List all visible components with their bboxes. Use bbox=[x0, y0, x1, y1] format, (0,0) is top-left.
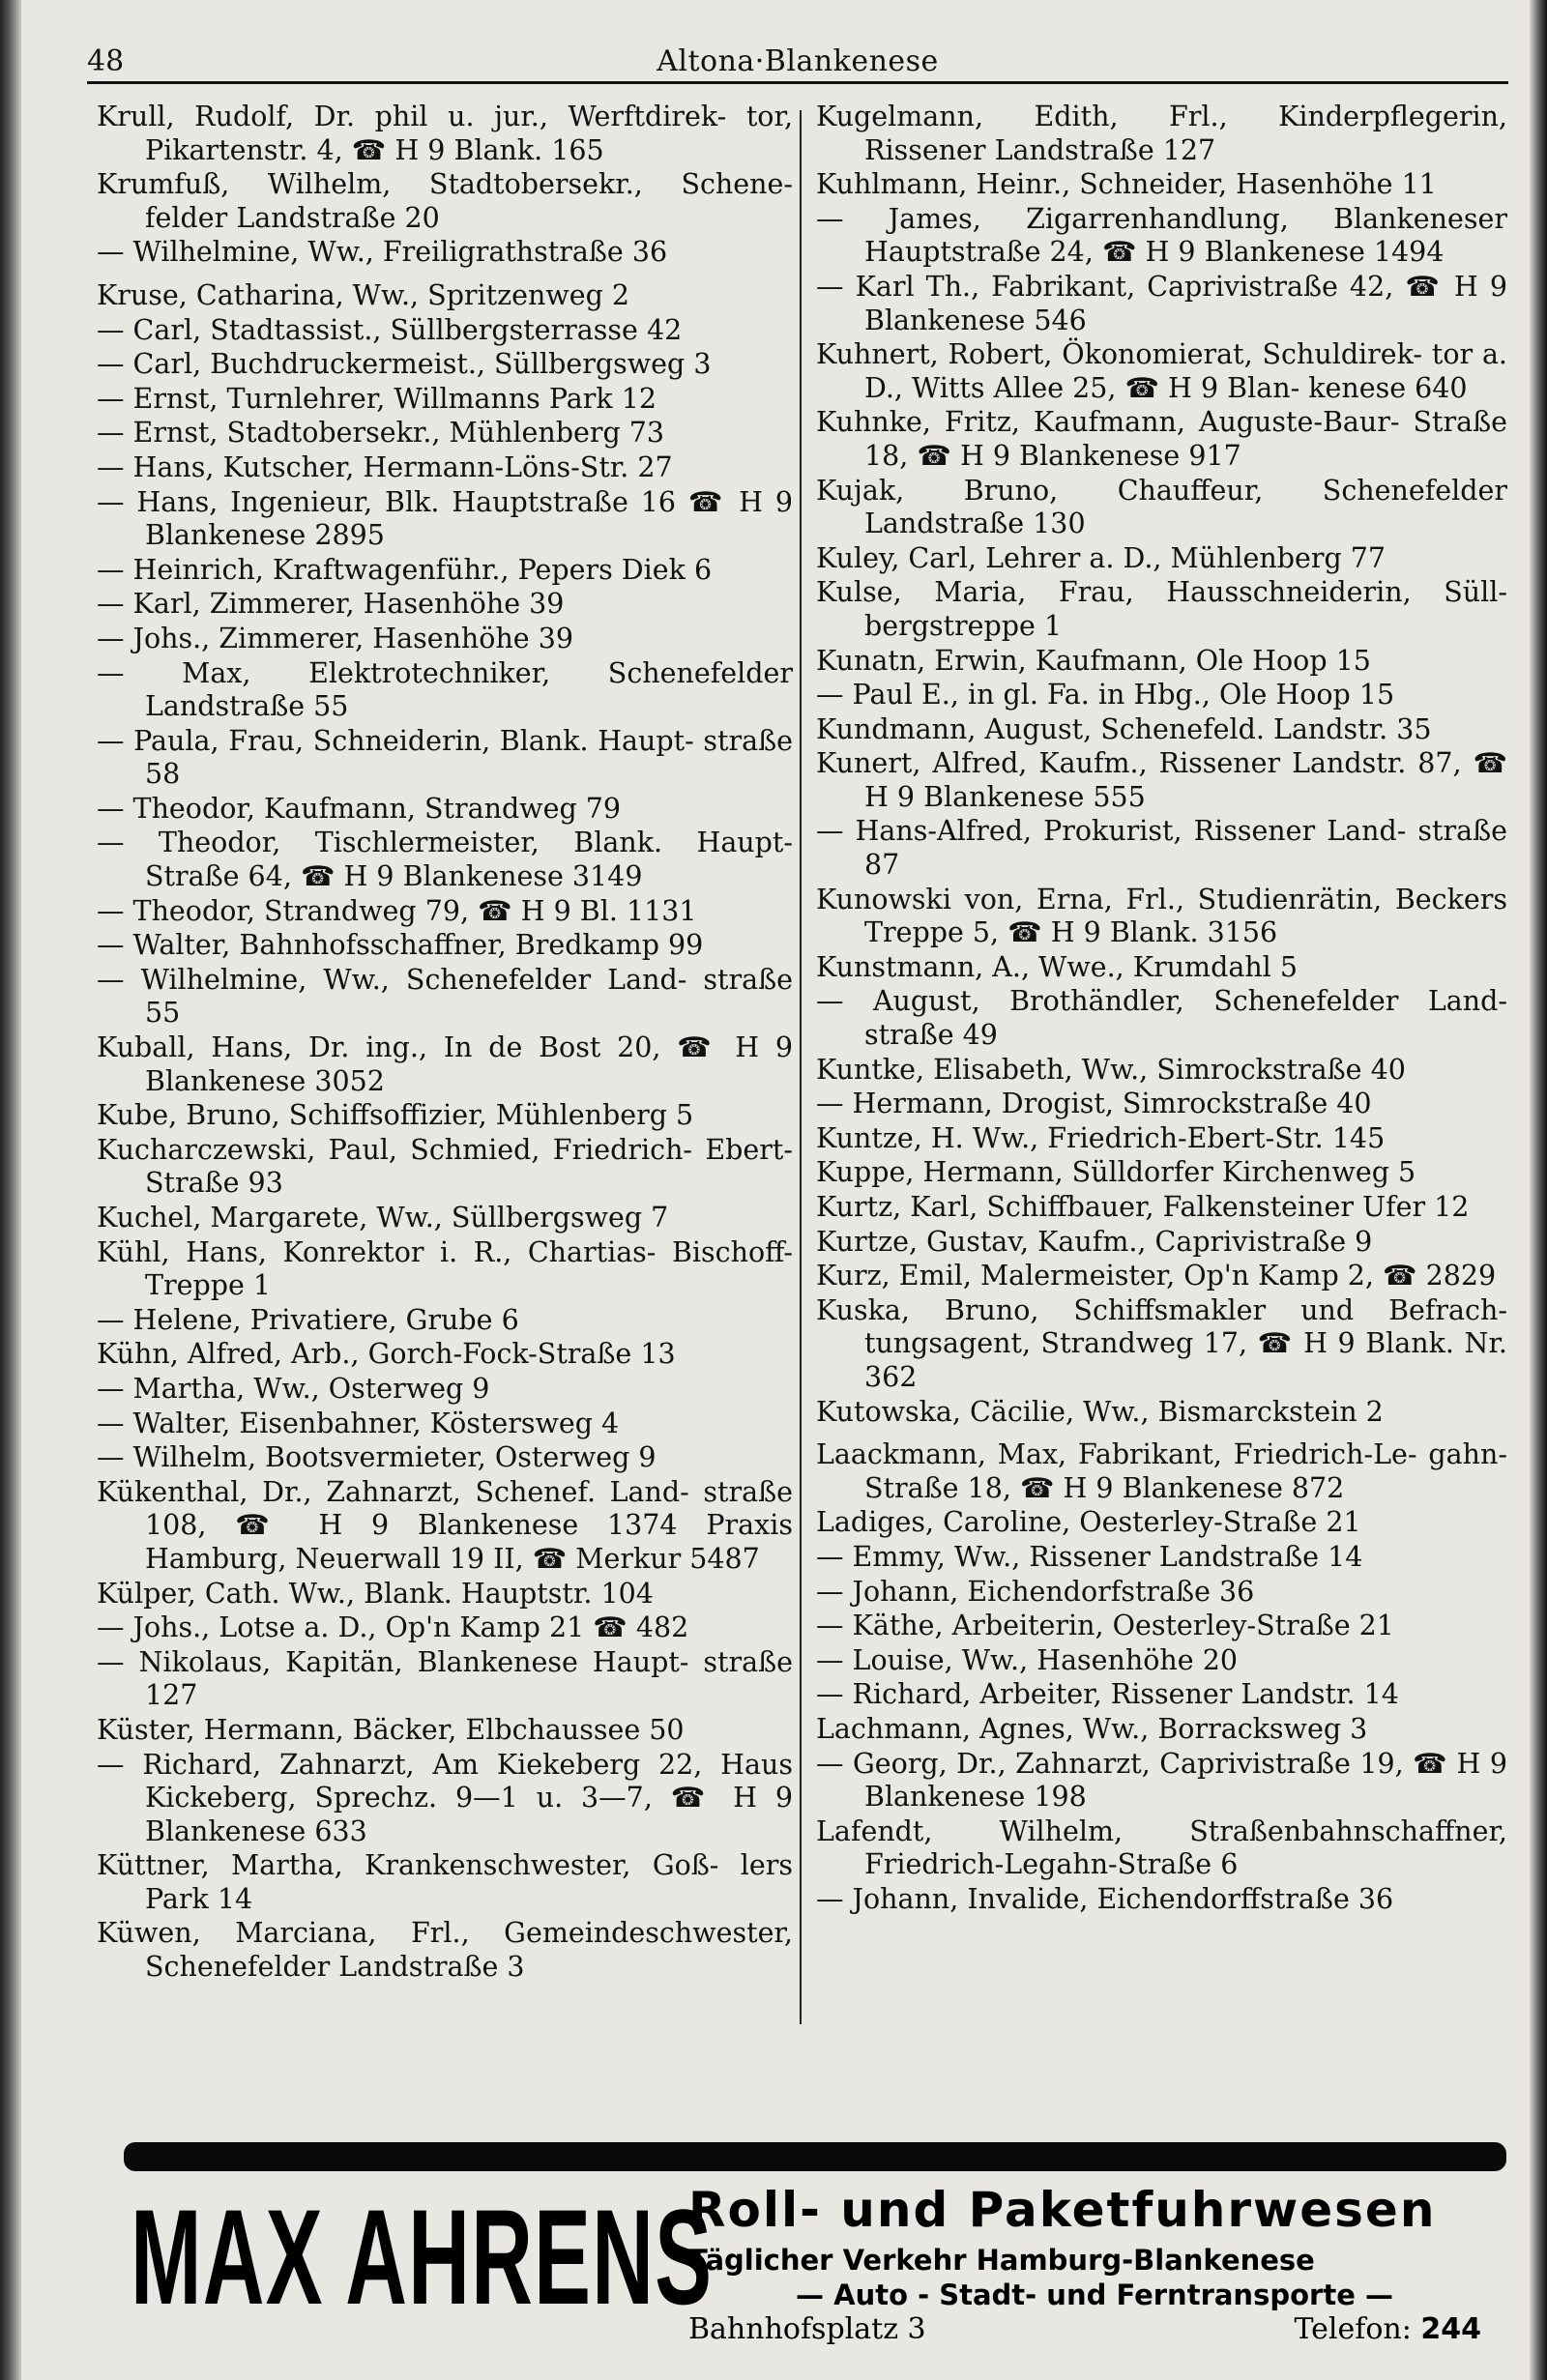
directory-entry: Küster, Hermann, Bäcker, Elbchaussee 50 bbox=[97, 1713, 685, 1746]
directory-entry: — Georg, Dr., Zahnarzt, Caprivistraße 19, ☎ H 9 Blankenese 198 bbox=[816, 1747, 1507, 1814]
directory-entry: Kruse, Catharina, Ww., Spritzenweg 2 bbox=[97, 278, 630, 311]
directory-entry: Kuska, Bruno, Schiffsmakler und Befrach- tungsagent, Strandweg 17, ☎ H 9 Blank. Nr. 362 bbox=[816, 1293, 1507, 1393]
directory-entry: — Johs., Zimmerer, Hasenhöhe 39 bbox=[97, 622, 573, 654]
directory-entry: — Heinrich, Kraftwagenführ., Pepers Diek 6 bbox=[97, 553, 713, 586]
advertisement-route: Täglicher Verkehr Hamburg-Blankenese bbox=[688, 2244, 1315, 2277]
directory-entry: Kutowska, Cäcilie, Ww., Bismarckstein 2 bbox=[816, 1395, 1384, 1428]
directory-entry: — Hans-Alfred, Prokurist, Rissener Land- straße 87 bbox=[816, 815, 1507, 882]
directory-entry: Kuhnert, Robert, Ökonomierat, Schuldirek- tor a. D., Witts Allee 25, ☎ H 9 Blan- kenese 640 bbox=[816, 338, 1507, 404]
directory-entry: Kuntze, H. Ww., Friedrich-Ebert-Str. 145 bbox=[816, 1121, 1386, 1154]
advertisement-service: Roll- und Paketfuhrwesen bbox=[688, 2182, 1437, 2238]
directory-entry: Laackmann, Max, Fabrikant, Friedrich-Le- gahn-Straße 18, ☎ H 9 Blankenese 872 bbox=[816, 1438, 1507, 1504]
directory-entry: — Karl Th., Fabrikant, Caprivistraße 42, ☎ H 9 Blankenese 546 bbox=[816, 270, 1507, 336]
advertisement-details bbox=[688, 2182, 1501, 2346]
directory-entry: Kurz, Emil, Malermeister, Op'n Kamp 2, ☎ 2829 bbox=[816, 1260, 1497, 1292]
directory-entry: — Johann, Invalide, Eichendorffstraße 36 bbox=[816, 1882, 1394, 1915]
directory-entry: — Theodor, Tischlermeister, Blank. Haupt- Straße 64, ☎ H 9 Blankenese 3149 bbox=[97, 827, 793, 893]
directory-entry: Ladiges, Caroline, Oesterley-Straße 21 bbox=[816, 1506, 1361, 1539]
directory-entry: — James, Zigarrenhandlung, Blankeneser Hauptstraße 24, ☎ H 9 Blankenese 1494 bbox=[816, 202, 1507, 269]
directory-entry: — Richard, Arbeiter, Rissener Landstr. 14 bbox=[816, 1678, 1399, 1711]
page-edge-left bbox=[0, 0, 21, 2380]
page-edge-right bbox=[1530, 0, 1547, 2380]
advertisement-telephone bbox=[1294, 2312, 1481, 2347]
directory-entry: Kuppe, Hermann, Sülldorfer Kirchenweg 5 bbox=[816, 1156, 1416, 1189]
directory-entry: Küttner, Martha, Krankenschwester, Goß- lers Park 14 bbox=[97, 1849, 793, 1915]
directory-entry: Kuntke, Elisabeth, Ww., Simrockstraße 40 bbox=[816, 1053, 1406, 1086]
directory-entry: — Richard, Zahnarzt, Am Kiekeberg 22, Haus Kickeberg, Sprechz. 9—1 u. 3—7, ☎ H 9 Blankenese 633 bbox=[97, 1748, 793, 1847]
directory-entry: Kuchel, Margarete, Ww., Süllbergsweg 7 bbox=[97, 1202, 669, 1234]
header-rule bbox=[87, 81, 1508, 84]
directory-entry: Kunert, Alfred, Kaufm., Rissener Landstr. 87, ☎ H 9 Blankenese 555 bbox=[816, 747, 1507, 813]
directory-entry: — Hans, Kutscher, Hermann-Löns-Str. 27 bbox=[97, 450, 673, 483]
directory-entry: — Wilhelmine, Ww., Freiligrathstraße 36 bbox=[97, 236, 668, 269]
directory-entry: — Wilhelmine, Ww., Schenefelder Land- straße 55 bbox=[97, 963, 793, 1030]
directory-entry: — Nikolaus, Kapitän, Blankenese Haupt- straße 127 bbox=[97, 1645, 793, 1712]
advertisement-rule bbox=[124, 2142, 1506, 2171]
directory-entry: Kundmann, August, Schenefeld. Landstr. 35 bbox=[816, 712, 1432, 745]
directory-entry: — Walter, Eisenbahner, Köstersweg 4 bbox=[97, 1407, 620, 1439]
directory-entry: — Martha, Ww., Osterweg 9 bbox=[97, 1372, 490, 1405]
directory-entry: — Wilhelm, Bootsvermieter, Osterweg 9 bbox=[97, 1441, 657, 1474]
directory-entry: Kunatn, Erwin, Kaufmann, Ole Hoop 15 bbox=[816, 644, 1371, 677]
directory-entry: — Louise, Ww., Hasenhöhe 20 bbox=[816, 1643, 1238, 1676]
directory-entry: — Theodor, Kaufmann, Strandweg 79 bbox=[97, 792, 622, 825]
left-column bbox=[97, 101, 793, 1986]
directory-entry: — Karl, Zimmerer, Hasenhöhe 39 bbox=[97, 588, 565, 621]
directory-entry: — Carl, Stadtassist., Süllbergsterrasse 42 bbox=[97, 313, 683, 346]
directory-entry: Kugelmann, Edith, Frl., Kinderpflegerin, Rissener Landstraße 127 bbox=[816, 101, 1507, 166]
directory-entry: Kube, Bruno, Schiffsoffizier, Mühlenberg 5 bbox=[97, 1099, 694, 1132]
page-header bbox=[87, 37, 1508, 85]
directory-entry: — Hermann, Drogist, Simrockstraße 40 bbox=[816, 1088, 1372, 1120]
directory-entry: — Max, Elektrotechniker, Schenefelder Landstraße 55 bbox=[97, 656, 793, 723]
directory-entry: — Theodor, Strandweg 79, ☎ H 9 Bl. 1131 bbox=[97, 894, 697, 927]
advertisement-transports: — Auto - Stadt- und Ferntransporte — bbox=[796, 2278, 1393, 2311]
directory-entry: Kunowski von, Erna, Frl., Studienrätin, Beckers Treppe 5, ☎ H 9 Blank. 3156 bbox=[816, 883, 1507, 949]
directory-entry: — Emmy, Ww., Rissener Landstraße 14 bbox=[816, 1540, 1363, 1573]
right-column bbox=[816, 101, 1507, 1917]
directory-entry: Kühn, Alfred, Arb., Gorch-Fock-Straße 13 bbox=[97, 1338, 676, 1371]
directory-entry: — Johann, Eichendorfstraße 36 bbox=[816, 1575, 1255, 1608]
telephone-label: Telefon: bbox=[1294, 2312, 1412, 2346]
directory-entry: Kurtze, Gustav, Kaufm., Caprivistraße 9 bbox=[816, 1225, 1373, 1258]
directory-entry: — Ernst, Turnlehrer, Willmanns Park 12 bbox=[97, 382, 657, 415]
directory-entry: — Hans, Ingenieur, Blk. Hauptstraße 16 ☎ H 9 Blankenese 2895 bbox=[97, 485, 793, 552]
column-divider bbox=[800, 110, 802, 2024]
directory-entry: Kuhlmann, Heinr., Schneider, Hasenhöhe 11 bbox=[816, 168, 1437, 201]
advertisement-address: Bahnhofsplatz 3 bbox=[688, 2312, 926, 2346]
directory-entry: Küwen, Marciana, Frl., Gemeindeschwester, Schenefelder Landstraße 3 bbox=[97, 1917, 793, 1984]
directory-entry: — Helene, Privatiere, Grube 6 bbox=[97, 1303, 519, 1336]
directory-entry: Kucharczewski, Paul, Schmied, Friedrich- Ebert-Straße 93 bbox=[97, 1133, 793, 1200]
advertisement-company-name: MAX AHRENS bbox=[131, 2181, 714, 2333]
directory-entry: — Carl, Buchdruckermeist., Süllbergsweg 3 bbox=[97, 348, 712, 381]
directory-entry: Kunstmann, A., Wwe., Krumdahl 5 bbox=[816, 950, 1298, 983]
directory-entry: — Walter, Bahnhofsschaffner, Bredkamp 99 bbox=[97, 929, 704, 962]
directory-entry: Kujak, Bruno, Chauffeur, Schenefelder Landstraße 130 bbox=[816, 474, 1507, 540]
directory-entry: — Johs., Lotse a. D., Op'n Kamp 21 ☎ 482 bbox=[97, 1611, 689, 1644]
directory-entry: — August, Brothändler, Schenefelder Land- straße 49 bbox=[816, 985, 1507, 1052]
directory-entry: — Paula, Frau, Schneiderin, Blank. Haupt- straße 58 bbox=[97, 724, 793, 791]
directory-entry: Kuhnke, Fritz, Kaufmann, Auguste-Baur- Straße 18, ☎ H 9 Blankenese 917 bbox=[816, 406, 1507, 472]
directory-entry: Krumfuß, Wilhelm, Stadtobersekr., Schene- felder Landstraße 20 bbox=[97, 168, 793, 234]
directory-entry: Kulse, Maria, Frau, Hausschneiderin, Süll- bergstreppe 1 bbox=[816, 576, 1507, 642]
page-number: 48 bbox=[87, 44, 125, 78]
directory-entry: Kühl, Hans, Konrektor i. R., Chartias- Bischoff-Treppe 1 bbox=[97, 1235, 793, 1302]
directory-entry: Lachmann, Agnes, Ww., Borracksweg 3 bbox=[816, 1712, 1368, 1745]
directory-entry: Lafendt, Wilhelm, Straßenbahnschaffner, Friedrich-Legahn-Straße 6 bbox=[816, 1814, 1507, 1881]
running-title: Altona·Blankenese bbox=[657, 44, 939, 78]
directory-entry: — Ernst, Stadtobersekr., Mühlenberg 73 bbox=[97, 417, 665, 450]
directory-entry: — Paul E., in gl. Fa. in Hbg., Ole Hoop 15 bbox=[816, 679, 1395, 711]
directory-entry: Kuley, Carl, Lehrer a. D., Mühlenberg 77 bbox=[816, 541, 1386, 574]
telephone-number: 244 bbox=[1420, 2312, 1481, 2346]
directory-entry: Kurtz, Karl, Schiffbauer, Falkensteiner Ufer 12 bbox=[816, 1191, 1470, 1223]
directory-entry: Külper, Cath. Ww., Blank. Hauptstr. 104 bbox=[97, 1577, 654, 1610]
directory-columns bbox=[97, 101, 1507, 2024]
directory-entry: Kükenthal, Dr., Zahnarzt, Schenef. Land- straße 108, ☎ H 9 Blankenese 1374 Praxis Hamburg, Neuerwall 19 II, ☎ Merkur 5487 bbox=[97, 1475, 793, 1575]
directory-entry: Krull, Rudolf, Dr. phil u. jur., Werftdirek- tor, Pikartenstr. 4, ☎ H 9 Blank. 165 bbox=[97, 101, 793, 166]
directory-entry: — Käthe, Arbeiterin, Oesterley-Straße 21 bbox=[816, 1610, 1394, 1642]
directory-entry: Kuball, Hans, Dr. ing., In de Bost 20, ☎ H 9 Blankenese 3052 bbox=[97, 1031, 793, 1097]
